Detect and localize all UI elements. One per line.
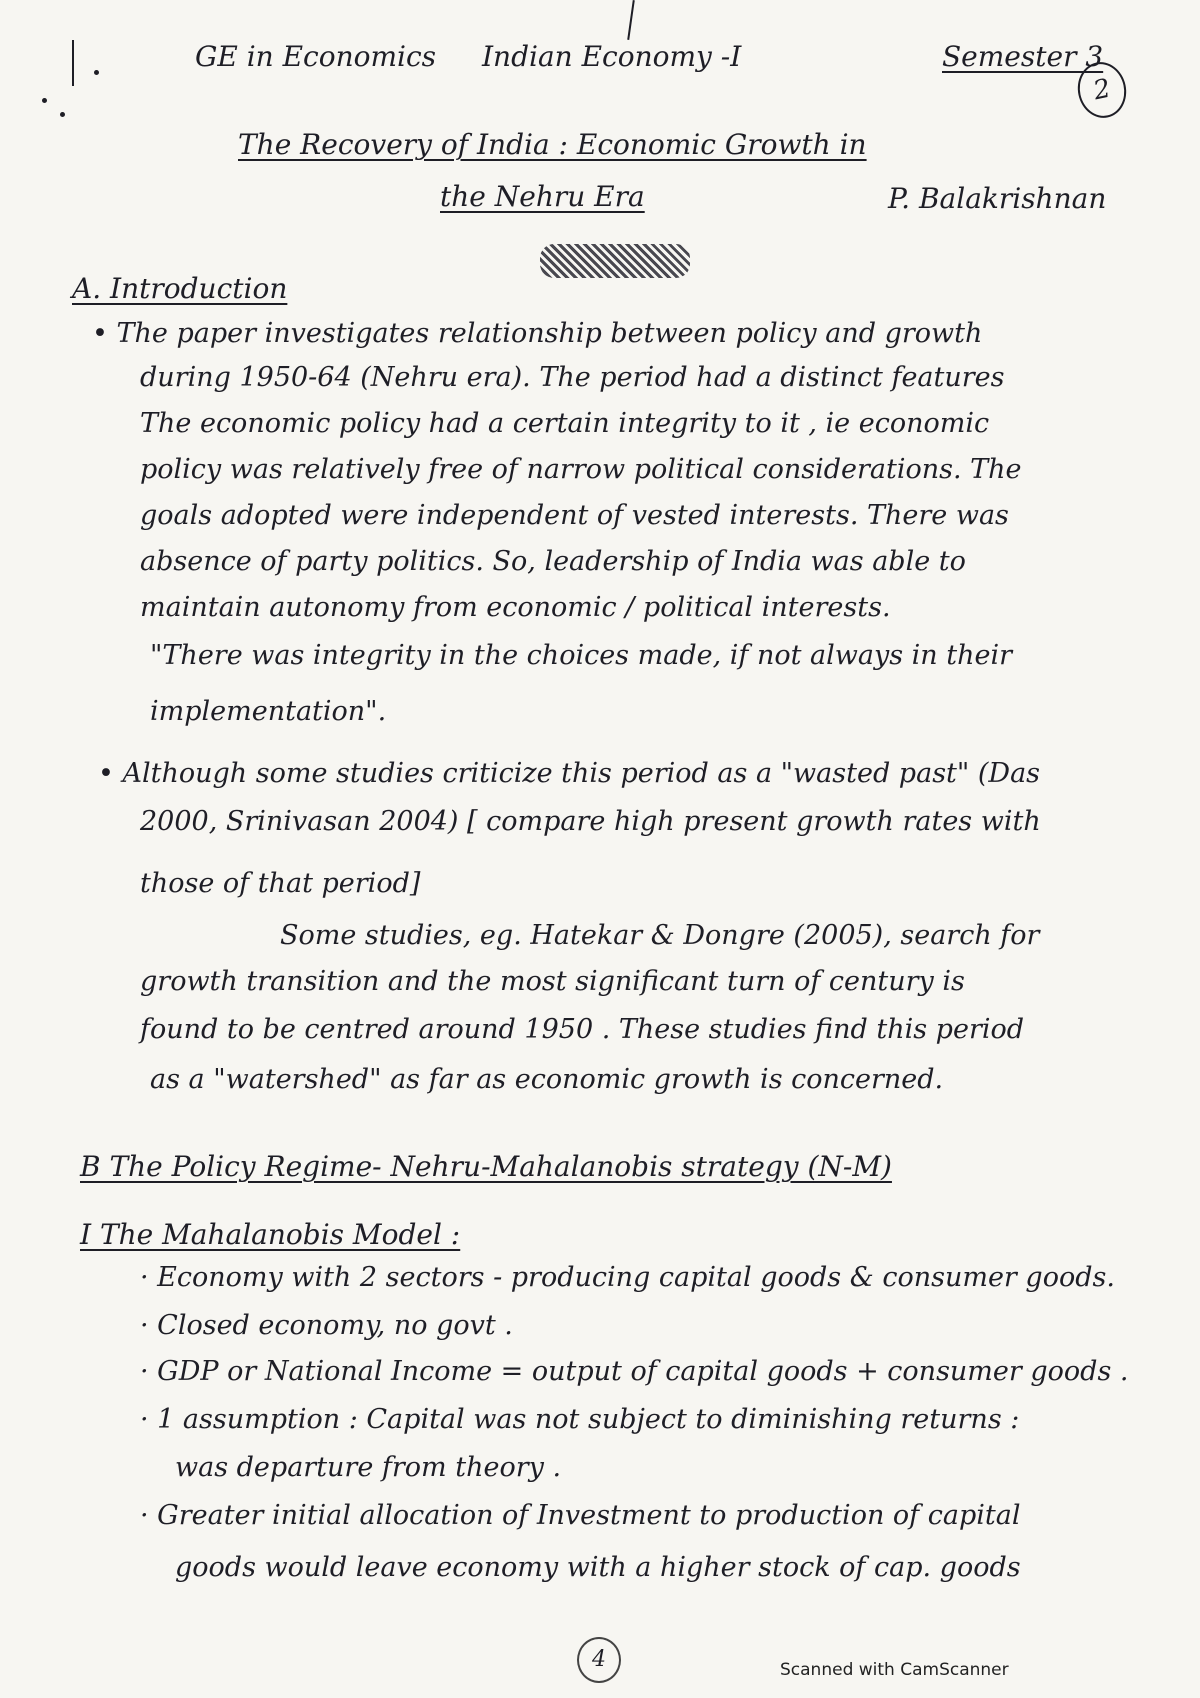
text-line: found to be centred around 1950 . These studies find this period (140, 1014, 1025, 1045)
text-line: maintain autonomy from economic / political interests. (140, 592, 891, 623)
chapter-title-line1: The Recovery of India : Economic Growth in (238, 128, 867, 161)
scanner-watermark: Scanned with CamScanner (780, 1660, 1009, 1680)
margin-dot (42, 98, 47, 103)
section-a-heading: A. Introduction (72, 272, 288, 305)
text-line: 2000, Srinivasan 2004) [ compare high present growth rates with (140, 806, 1041, 837)
paper-label: Indian Economy -I (482, 40, 742, 73)
text-line: · Greater initial allocation of Investment to production of capital (140, 1500, 1021, 1531)
circled-number: 2 (1073, 58, 1132, 123)
text-line: · Economy with 2 sectors - producing capital goods & consumer goods. (140, 1262, 1115, 1293)
text-line: goals adopted were independent of vested interests. There was (140, 500, 1009, 531)
top-stroke (627, 0, 635, 40)
margin-dot (94, 70, 99, 75)
scribble-mark (540, 244, 690, 278)
text-line: "There was integrity in the choices made, if not always in their (150, 640, 1013, 671)
text-line: as a "watershed" as far as economic growth is concerned. (150, 1064, 944, 1095)
margin-stroke (72, 40, 74, 86)
chapter-title-line2: the Nehru Era (440, 180, 645, 213)
author-name: P. Balakrishnan (888, 182, 1107, 215)
text-line: Some studies, eg. Hatekar & Dongre (2005), search for (280, 920, 1040, 951)
text-line: during 1950-64 (Nehru era). The period had a distinct features (140, 362, 1005, 393)
text-line: • The paper investigates relationship between policy and growth (92, 318, 983, 349)
page-number: 4 (577, 1637, 621, 1683)
text-line: implementation". (150, 696, 387, 727)
margin-dot (60, 112, 65, 117)
section-b-subheading: I The Mahalanobis Model : (80, 1218, 461, 1251)
text-line: • Although some studies criticize this period as a "wasted past" (Das (98, 758, 1041, 789)
text-line: The economic policy had a certain integrity to it , ie economic (140, 408, 990, 439)
text-line: growth transition and the most significant turn of century is (140, 966, 965, 997)
semester-label: Semester 3 (942, 40, 1104, 73)
course-label: GE in Economics (195, 40, 437, 73)
text-line: · Closed economy, no govt . (140, 1310, 513, 1341)
text-line: was departure from theory . (175, 1452, 562, 1483)
section-b-heading: B The Policy Regime- Nehru-Mahalanobis strategy (N-M) (80, 1150, 892, 1183)
text-line: · 1 assumption : Capital was not subject to diminishing returns : (140, 1404, 1020, 1435)
text-line: absence of party politics. So, leadership of India was able to (140, 546, 966, 577)
text-line: policy was relatively free of narrow political considerations. The (140, 454, 1022, 485)
text-line: · GDP or National Income = output of capital goods + consumer goods . (140, 1356, 1129, 1387)
text-line: those of that period] (140, 868, 421, 899)
text-line: goods would leave economy with a higher stock of cap. goods (175, 1552, 1021, 1583)
